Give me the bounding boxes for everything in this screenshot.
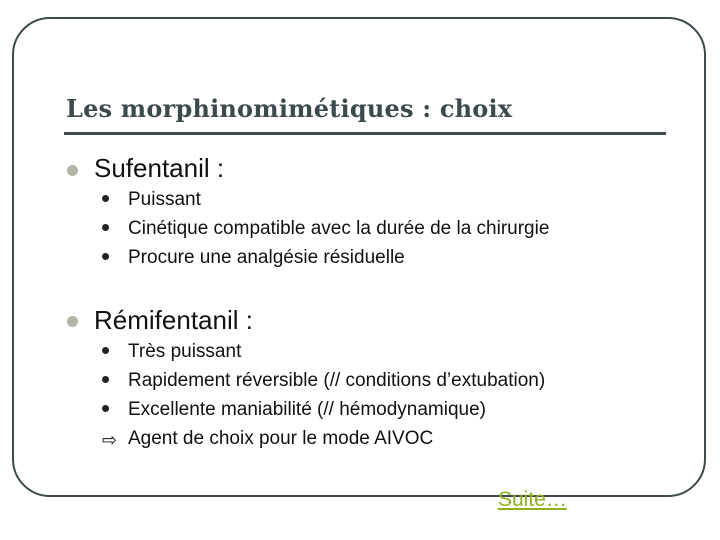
bullet-icon: • xyxy=(101,364,111,394)
list-item-text: Très puissant xyxy=(128,341,242,362)
slide-title: Les morphinomimétiques : choix xyxy=(66,94,513,123)
conclusion-text: Agent de choix pour le mode AIVOC xyxy=(128,428,434,449)
bullet-icon: • xyxy=(101,212,111,242)
bullet-dot-icon xyxy=(67,165,78,176)
list-item-text: Rapidement réversible (// conditions d’extubation) xyxy=(128,370,546,391)
bullet-icon: • xyxy=(101,335,111,365)
section-heading: Sufentanil : xyxy=(94,153,225,183)
bullet-icon: • xyxy=(101,183,111,213)
section-heading: Rémifentanil : xyxy=(94,305,253,335)
bullet-icon: • xyxy=(101,393,111,423)
list-item xyxy=(0,393,720,427)
bullet-dot-icon xyxy=(67,316,78,327)
arrow-right-icon: ⇨ xyxy=(102,430,118,450)
next-link[interactable]: Suite… xyxy=(498,488,567,511)
list-item-text: Puissant xyxy=(128,189,201,210)
list-item-text: Cinétique compatible avec la durée de la chirurgie xyxy=(128,218,550,239)
bullet-icon: • xyxy=(101,241,111,271)
conclusion-line xyxy=(0,427,720,456)
list-item-text: Excellente maniabilité (// hémodynamique) xyxy=(128,399,487,420)
title-underline xyxy=(64,132,666,135)
list-item xyxy=(0,241,720,275)
list-item-text: Procure une analgésie résiduelle xyxy=(128,247,405,268)
